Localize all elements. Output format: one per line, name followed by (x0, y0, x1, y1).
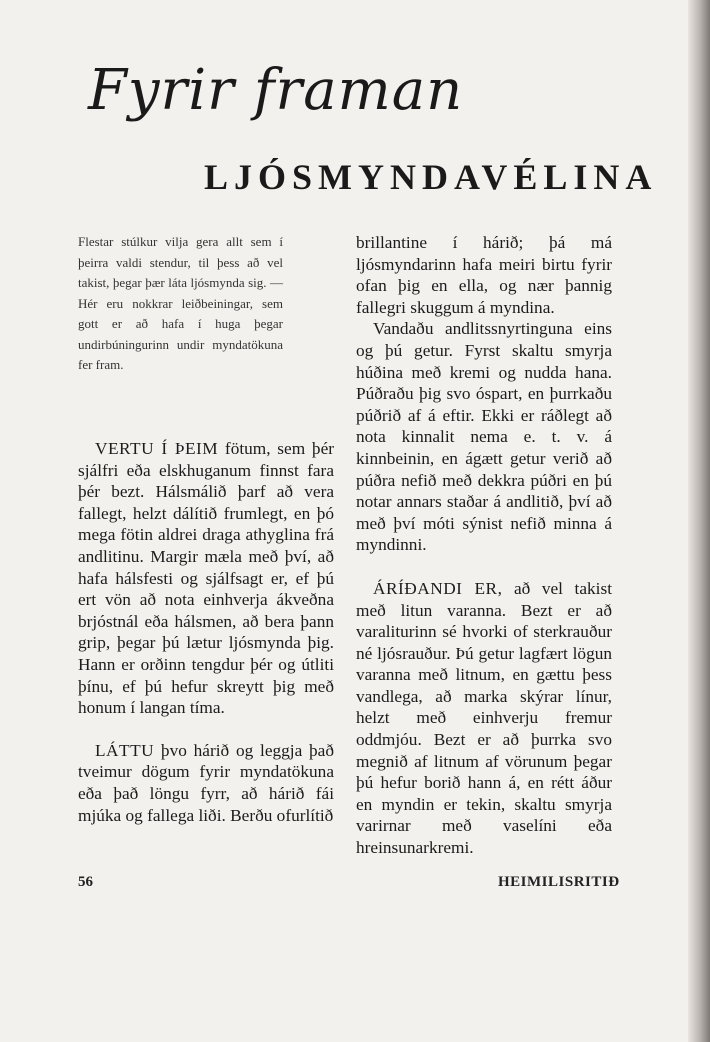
intro-paragraph (78, 232, 283, 376)
left-column (78, 438, 334, 826)
article-title-script: Fyrir framan (88, 58, 464, 123)
right-p3-lead: ÁRÍÐANDI ER, (373, 578, 503, 598)
paragraph-gap (356, 556, 612, 578)
intro-text: Flestar stúlkur vilja gera allt sem í þeirra valdi stendur, til þess að vel takist, þegar þær láta ljósmynda sig. — Hér eru nokkrar leiðbeiningar, sem gott er að hafa í huga þegar undirbúningurinn undir myndatökuna fer fram. (78, 234, 283, 372)
right-p3-body: að vel takist með litun varanna. Bezt er að varaliturinn sé hvorki of sterkrauður né ljósrauður. Þú getur lagfært lögun varanna með litnum, en gættu þess vandlega, að marka skýrar línur, helzt með einhverju fremur oddmjóu. Bezt er að þurrka svo megnið af litnum af vörunum þegar þú hefur borið hann á, en rétt áður en myndin er tekin, skaltu smyrja varirnar með vaselíni eða hreinsunarkremi. (356, 578, 612, 858)
left-p2-lead: LÁTTU (95, 740, 155, 760)
paragraph-gap (78, 719, 334, 740)
right-paragraph-2: Vandaðu andlitssnyrtinguna eins og þú getur. Fyrst skaltu smyrja húðina með kremi og nudda hana. Púðraðu þig svo óspart, en þurrkaðu púðrið af á eftir. Ekki er ráðlegt að nota kinnalit nema e. t. v. á kinnbeinin, en ágætt getur verið að púðra nefið með dekkra púðri en þú notar annars staðar á andlitið, því að með því móti sýnist nefið minna á myndinni. (356, 319, 612, 555)
publication-name: HEIMILISRITIÐ (498, 874, 620, 890)
page-edge-shadow (688, 0, 710, 1042)
right-column (356, 232, 612, 859)
right-paragraph-3 (356, 578, 612, 859)
right-paragraph-1: brillantine í hárið; þá má ljósmyndarinn hafa meiri birtu fyrir ofan þig en ella, og nær þannig fallegri skuggum á myndina. (356, 233, 612, 317)
left-paragraph-2 (78, 740, 334, 826)
left-p2-body: þvo hárið og leggja það tveimur dögum fyrir myndatökuna eða það löngu fyrr, að hárið fái mjúka og fallega liði. Berðu ofurlítið (78, 740, 334, 825)
left-p1-body: fötum, sem þér sjálfri eða elskhuganum finnst fara þér bezt. Hálsmálið þarf að vera fallegt, helzt dálítið frumlegt, en þó mega fötin aldrei draga athyglina frá andlitinu. Margir mæla með því, að hafa hálsfesti og sjálfsagt er, ef þú ert vön að nota einhverja ákveðna brjóstnál eða hálsmen, að bera þann grip, þegar þú lætur ljósmynda þig. Hann er orðinn tengdur þér og útliti þínu, ef þú hefur skreytt þig með honum í langan tíma. (78, 439, 334, 718)
page-number: 56 (78, 874, 93, 890)
article-title-caps: LJÓSMYNDAVÉLINA (204, 157, 658, 197)
left-paragraph-1 (78, 438, 334, 719)
left-p1-lead: VERTU Í ÞEIM (95, 439, 219, 458)
